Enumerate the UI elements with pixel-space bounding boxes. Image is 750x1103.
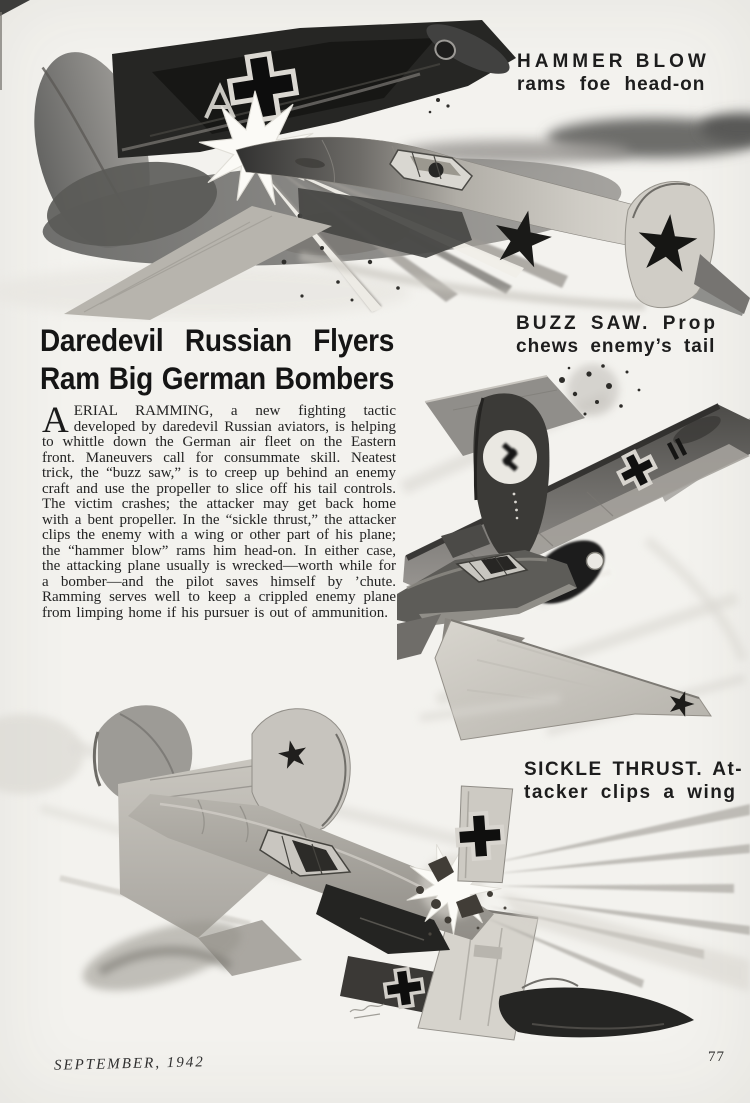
article-body — [42, 400, 396, 621]
scan-edge-artifact — [0, 0, 30, 16]
drop-cap: A — [42, 400, 69, 441]
caption-line: tacker clips a wing — [524, 782, 737, 803]
caption-hammer-blow — [517, 50, 710, 96]
caption-line: rams foe head-on — [517, 74, 706, 95]
article-title — [40, 322, 394, 398]
body-text: ERIAL RAMMING, a new fighting tactic developed by daredevil Russian aviators, is helping to whittle down the German air fleet on the Eastern front. Maneuvers call for consummate skill. Neatest trick, the “buzz saw,” is to creep up behind an enemy craft and use the propeller to slice off his tail controls. The victim crashes; the attacker may get back home with a bent propeller. In the “sickle thrust,” the attacker clips the enemy with a wing or other part of his plane; the “hammer blow” rams him head-on. In either case, the attacking plane usually is wrecked—worth while for a bomber—and the pilot saves himself by ’chute. Ramming serves well to keep a crippled enemy plane from limping home if his pursuer is out of ammunition. — [42, 403, 396, 621]
caption-line: HAMMER BLOW — [517, 51, 710, 72]
title-line-1: Daredevil Russian Flyers — [40, 323, 394, 358]
hammer-blow-figure — [0, 0, 750, 322]
caption-line: chews enemy’s tail — [516, 336, 716, 357]
footer-page-number: 77 — [708, 1049, 725, 1065]
pilot — [429, 163, 444, 178]
scan-edge-artifact — [0, 12, 2, 90]
caption-sickle-thrust — [524, 758, 743, 804]
caption-buzz-saw — [516, 312, 718, 358]
sickle-thrust-figure — [0, 688, 750, 1070]
smoke-curl — [76, 907, 249, 1004]
title-line-2: Ram Big German Bombers — [40, 361, 394, 396]
artist-signature — [350, 1004, 384, 1018]
footer-issue-date: SEPTEMBER, 1942 — [53, 1054, 205, 1074]
german-fuselage — [499, 979, 694, 1038]
caption-line: BUZZ SAW. Prop — [516, 313, 718, 334]
caption-line: SICKLE THRUST. At- — [524, 759, 744, 780]
